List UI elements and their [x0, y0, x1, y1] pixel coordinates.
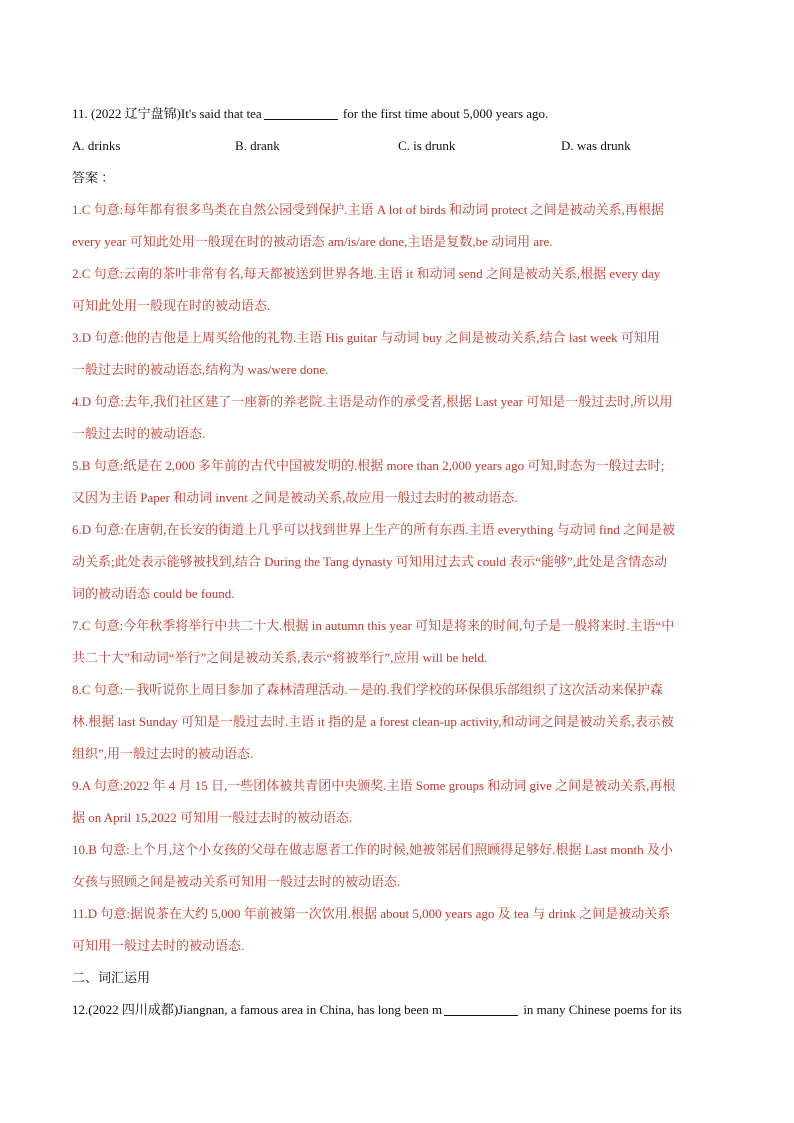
answer-explanation-line: 共二十大”和动词“举行”之间是被动关系,表示“将被举行”,应用 will be held.: [72, 650, 488, 665]
answer-explanation-line: 5.B 句意:纸是在 2,000 多年前的古代中国被发明的.根据 more than 2,000 years ago 可知,时态为一般过去时;: [72, 458, 665, 473]
answer-explanation-line: 词的被动语态 could be found.: [72, 586, 235, 601]
answer-explanation-line: 4.D 句意:去年,我们社区建了一座新的养老院.主语是动作的承受者,根据 Last year 可知是一般过去时,所以用: [72, 394, 673, 409]
answer-explanation-line: 一般过去时的被动语态,结构为 was/were done.: [72, 362, 329, 377]
option-b: B. drank: [235, 138, 280, 153]
question-11-options: [72, 130, 724, 162]
answer-explanation-line: 动关系;此处表示能够被找到,结合 During the Tang dynasty 可知用过去式 could 表示“能够”,此处是含情态动: [72, 554, 668, 569]
question-12: [72, 994, 724, 1026]
answer-explanation-line: 林.根据 last Sunday 可知是一般过去时.主语 it 指的是 a forest clean-up activity,和动词之间是被动关系,表示被: [72, 714, 674, 729]
answer-explanation-line: 一般过去时的被动语态.: [72, 426, 206, 441]
answer-blank: [264, 106, 338, 120]
question-11: [72, 98, 724, 130]
answer-explanation-line: 2.C 句意:云南的茶叶非常有名,每天都被送到世界各地.主语 it 和动词 send 之间是被动关系,根据 every day: [72, 266, 661, 281]
answer-explanation-line: 又因为主语 Paper 和动词 invent 之间是被动关系,故应用一般过去时的被动语态.: [72, 490, 518, 505]
answer-explanation-line: 3.D 句意:他的吉他是上周买给他的礼物.主语 His guitar 与动词 buy 之间是被动关系,结合 last week 可知用: [72, 330, 660, 345]
answer-explanation-line: 可知此处用一般现在时的被动语态.: [72, 298, 271, 313]
option-d: D. was drunk: [561, 138, 631, 153]
option-c: C. is drunk: [398, 138, 456, 153]
answer-explanation-line: 11.D 句意:据说茶在大约 5,000 年前被第一次饮用.根据 about 5,000 years ago 及 tea 与 drink 之间是被动关系: [72, 906, 671, 921]
question-11-prefix: 11. (2022 辽宁盘锦)It's said that tea: [72, 106, 262, 121]
answer-explanation-line: 据 on April 15,2022 可知用一般过去时的被动语态.: [72, 810, 353, 825]
question-12-prefix: 12.(2022 四川成都)Jiangnan, a famous area in China, has long been m: [72, 1002, 443, 1017]
answer-explanation-line: 6.D 句意:在唐朝,在长安的街道上几乎可以找到世界上生产的所有东西.主语 everything 与动词 find 之间是被: [72, 522, 676, 537]
answer-explanation-line: 1.C 句意:每年都有很多鸟类在自然公园受到保护.主语 A lot of birds 和动词 protect 之间是被动关系,再根据: [72, 202, 664, 217]
answer-label: 答案 ：: [72, 170, 115, 185]
answer-explanation-line: 7.C 句意:今年秋季将举行中共二十大.根据 in autumn this year 可知是将来的时间,句子是一般将来时.主语“中: [72, 618, 675, 633]
answer-list: [72, 194, 724, 962]
answer-explanation-line: 可知用一般过去时的被动语态.: [72, 938, 245, 953]
answer-explanation-line: 女孩与照顾之间是被动关系可知用一般过去时的被动语态.: [72, 874, 401, 889]
answer-explanation-line: 8.C 句意:－我听说你上周日参加了森林清理活动.－是的.我们学校的环保俱乐部组织了这次活动来保护森: [72, 682, 663, 697]
answer-explanation-line: every year 可知此处用一般现在时的被动语态 am/is/are done,主语是复数,be 动词用 are.: [72, 234, 553, 249]
answer-explanation-line: 9.A 句意:2022 年 4 月 15 日,一些团体被共青团中央颁奖.主语 Some groups 和动词 give 之间是被动关系,再根: [72, 778, 676, 793]
question-12-suffix: in many Chinese poems for its: [520, 1002, 682, 1017]
option-a: A. drinks: [72, 138, 121, 153]
answer-explanation-line: 组织”,用一般过去时的被动语态.: [72, 746, 254, 761]
answer-explanation-line: 10.B 句意:上个月,这个小女孩的父母在做志愿者工作的时候,她被邻居们照顾得足够好.根据 Last month 及小: [72, 842, 673, 857]
section-heading: 二、词汇运用: [72, 970, 151, 985]
answer-blank: [444, 1002, 518, 1016]
question-11-suffix: for the first time about 5,000 years ago.: [339, 106, 549, 121]
